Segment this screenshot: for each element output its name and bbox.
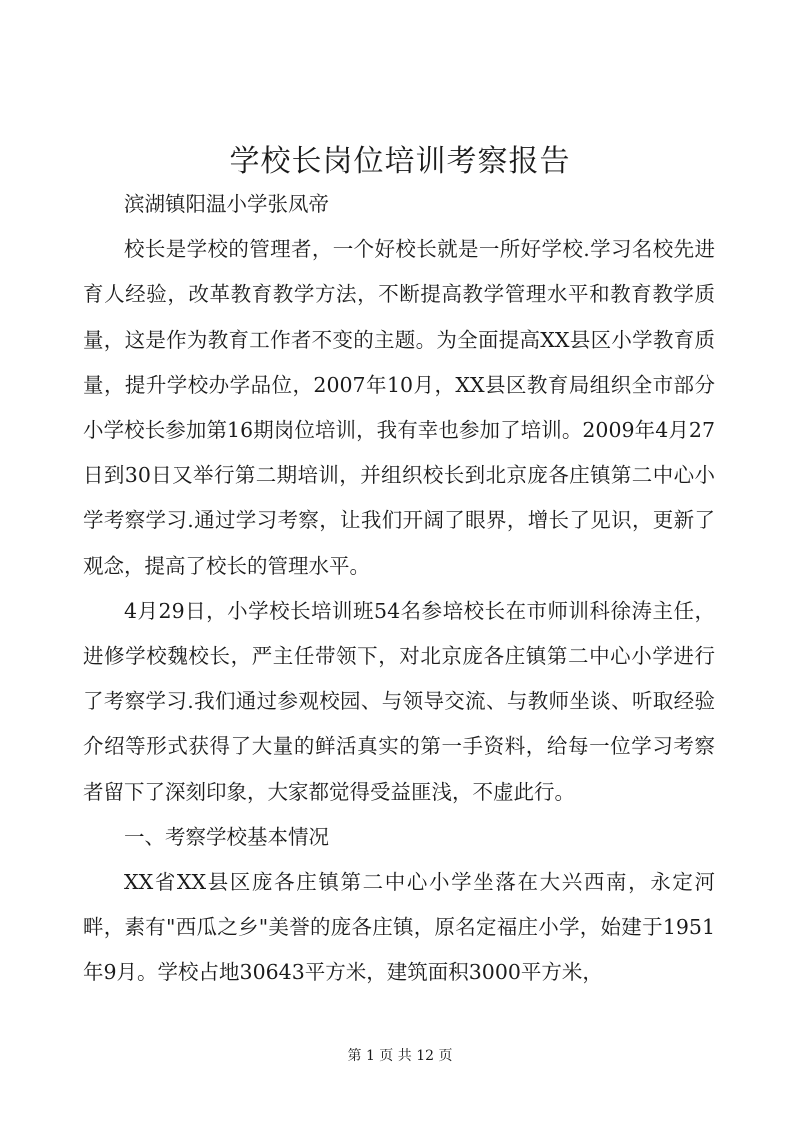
author-line: 滨湖镇阳温小学张凤帝 xyxy=(124,192,329,216)
body-paragraph: 4月29日，小学校长培训班54名参培校长在市师训科徐涛主任，进修学校魏校长，严主任带领下，对北京庞各庄镇第二中心小学进行了考察学习.我们通过参观校园、与领导交流、与教师坐谈、听取经验介绍等形式获得了大量的鲜活真实的第一手资料，给每一位学习考察者留下了深刻印象，大家都觉得受益匪浅，不虚此行。 xyxy=(83,598,715,804)
page-footer: 第 1 页 共 12 页 xyxy=(347,1048,453,1064)
document-body xyxy=(83,182,715,996)
document-title: 学校长岗位培训考察报告 xyxy=(229,144,571,179)
body-paragraph: XX省XX县区庞各庄镇第二中心小学坐落在大兴西南，永定河畔，素有"西瓜之乡"美誉的庞各庄镇，原名定福庄小学，始建于1951年9月。学校占地30643平方米，建筑面积3000平方米， xyxy=(83,870,715,985)
section-heading: 一、考察学校基本情况 xyxy=(124,824,329,849)
body-paragraph: 校长是学校的管理者，一个好校长就是一所好学校.学习名校先进育人经验，改革教育教学方法，不断提高教学管理水平和教育教学质量，这是作为教育工作者不变的主题。为全面提高XX县区小学教育质量，提升学校办学品位，2007年10月，XX县区教育局组织全市部分小学校长参加第16期岗位培训，我有幸也参加了培训。2009年4月27日到30日又举行第二期培训，并组织校长到北京庞各庄镇第二中心小学考察学习.通过学习考察，让我们开阔了眼界，增长了见识，更新了观念，提高了校长的管理水平。 xyxy=(83,237,715,578)
